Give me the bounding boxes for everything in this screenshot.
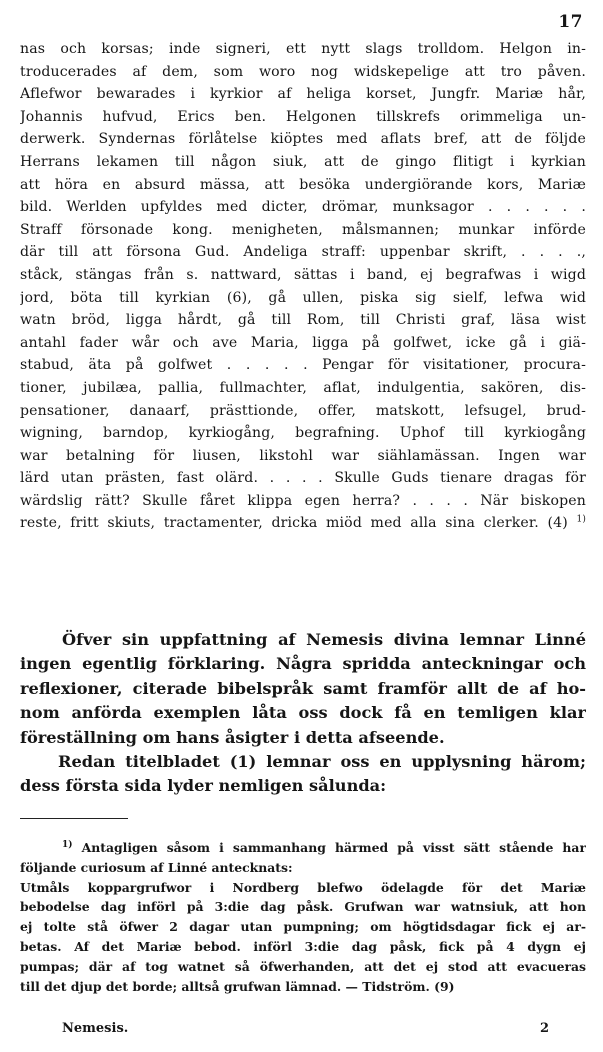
body-line: wärdslig rätt? Skulle fåret klippa egen herra? . . . . När biskopen (20, 492, 586, 509)
lead-line: Öfver sin uppfattning af Nemesis divina lemnar Linné (62, 630, 586, 649)
body-line: pensationer, danaarf, prästtionde, offer, matskott, lefsugel, brud- (20, 402, 586, 419)
body-line: wigning, barndop, kyrkiogång, begrafning. Uphof till kyrkiogång (20, 425, 586, 442)
footnote-line: pumpas; där af tog watnet så öfwerhanden, att det ej stod att evacueras (20, 958, 586, 974)
footnote-line: följande curiosum af Linné antecknats: (20, 859, 293, 875)
lead-paragraph (20, 628, 586, 799)
body-line: derwerk. Syndernas förlåtelse kiöptes med aflats bref, att de följde (20, 131, 586, 148)
body-line: tioner, jubilæa, pallia, fullmachter, aflat, indulgentia, sakören, dis- (20, 379, 586, 396)
footer-title: Nemesis. (62, 1021, 129, 1036)
body-line: ståck, stängas från s. nattward, sättas i band, ej begrafwas i wigd (20, 266, 586, 283)
footnote-line: betas. Af det Mariæ bebod. införl 3:die dag påsk, fick på 4 dygn ej (20, 938, 586, 954)
body-line-last (20, 512, 586, 535)
body-line: antahl fader wår och ave Maria, ligga på golfwet, icke gå i giä- (20, 334, 586, 351)
footnote-line: till det djup det borde; alltså grufwan lämnad. — Tidström. (9) (20, 978, 455, 994)
footnote-line: bebodelse dag införl på 3:die dag påsk. Grufwan war watnsiuk, att hon (20, 899, 586, 915)
body-line: troducerades af dem, som woro nog widskepelige att tro påven. (20, 63, 586, 80)
body-line: jord, böta till kyrkian (6), gå ullen, piska sig sielf, lefwa wid (20, 289, 586, 306)
lead-line: dess första sida lyder nemligen sålunda: (20, 776, 387, 796)
lead-line: Redan titelbladet (1) lemnar oss en upplysning härom; (58, 752, 586, 772)
footnote-line-text: Antagligen såsom i sammanhang härmed på visst sätt stående har (81, 840, 586, 855)
body-line: stabud, äta på golfwet . . . . . Pengar för visitationer, procura- (20, 357, 586, 374)
page-number: 17 (558, 12, 583, 32)
footnote-line: ej tolte stå öfwer 2 dagar utan pumpning; om högtidsdagar fick ej ar- (20, 919, 586, 935)
lead-line: föreställning om hans åsigter i detta afseende. (20, 727, 445, 747)
body-line-text: reste, fritt skiuts, tractamenter, dricka miöd med alla sina clerker. (4) (20, 515, 568, 532)
body-paragraph (20, 38, 586, 535)
footnote-line (20, 838, 586, 858)
footnote-marker: 1) (62, 839, 73, 850)
footnote (20, 838, 586, 996)
body-line: Herrans lekamen till någon siuk, att de gingo flitigt i kyrkian (20, 153, 586, 170)
body-line: bild. Werlden upfyldes med dicter, drömar, munksagor . . . . . . (20, 199, 586, 216)
body-line: att höra en absurd mässa, att besöka undergiörande kors, Mariæ (20, 176, 586, 193)
body-line: Johannis hufvud, Erics ben. Helgonen tillskrefs orimmeliga un- (20, 108, 586, 125)
lead-line: ingen egentlig förklaring. Några spridda anteckningar och (20, 654, 586, 674)
body-line: där till att försona Gud. Andeliga straff: uppenbar skrift, . . . ., (20, 244, 586, 261)
footnote-reference[interactable]: 1) (576, 514, 586, 525)
lead-line: nom anförda exemplen låta oss dock få en temligen klar (20, 703, 586, 723)
page-footer (62, 1021, 549, 1036)
lead-line: reflexioner, citerade bibelspråk samt framför allt de af ho- (20, 678, 586, 698)
footer-signature: 2 (539, 1021, 549, 1036)
body-line: Aflefwor bewarades i kyrkior af heliga korset, Jungfr. Mariæ hår, (20, 86, 586, 103)
footnote-divider (20, 818, 128, 819)
body-line: lärd utan prästen, fast olärd. . . . . Skulle Guds tienare dragas för (20, 470, 586, 487)
body-line: watn bröd, ligga hårdt, gå till Rom, till Christi graf, läsa wist (20, 312, 586, 329)
body-line: war betalning för liusen, likstohl war siählamässan. Ingen war (20, 447, 586, 464)
footnote-line: Utmåls koppargrufwor i Nordberg blefwo ödelagde för det Mariæ (20, 879, 586, 895)
body-line: nas och korsas; inde signeri, ett nytt slags trolldom. Helgon in- (20, 41, 586, 57)
body-line: Straff försonade kong. menigheten, målsmannen; munkar införde (20, 221, 586, 238)
